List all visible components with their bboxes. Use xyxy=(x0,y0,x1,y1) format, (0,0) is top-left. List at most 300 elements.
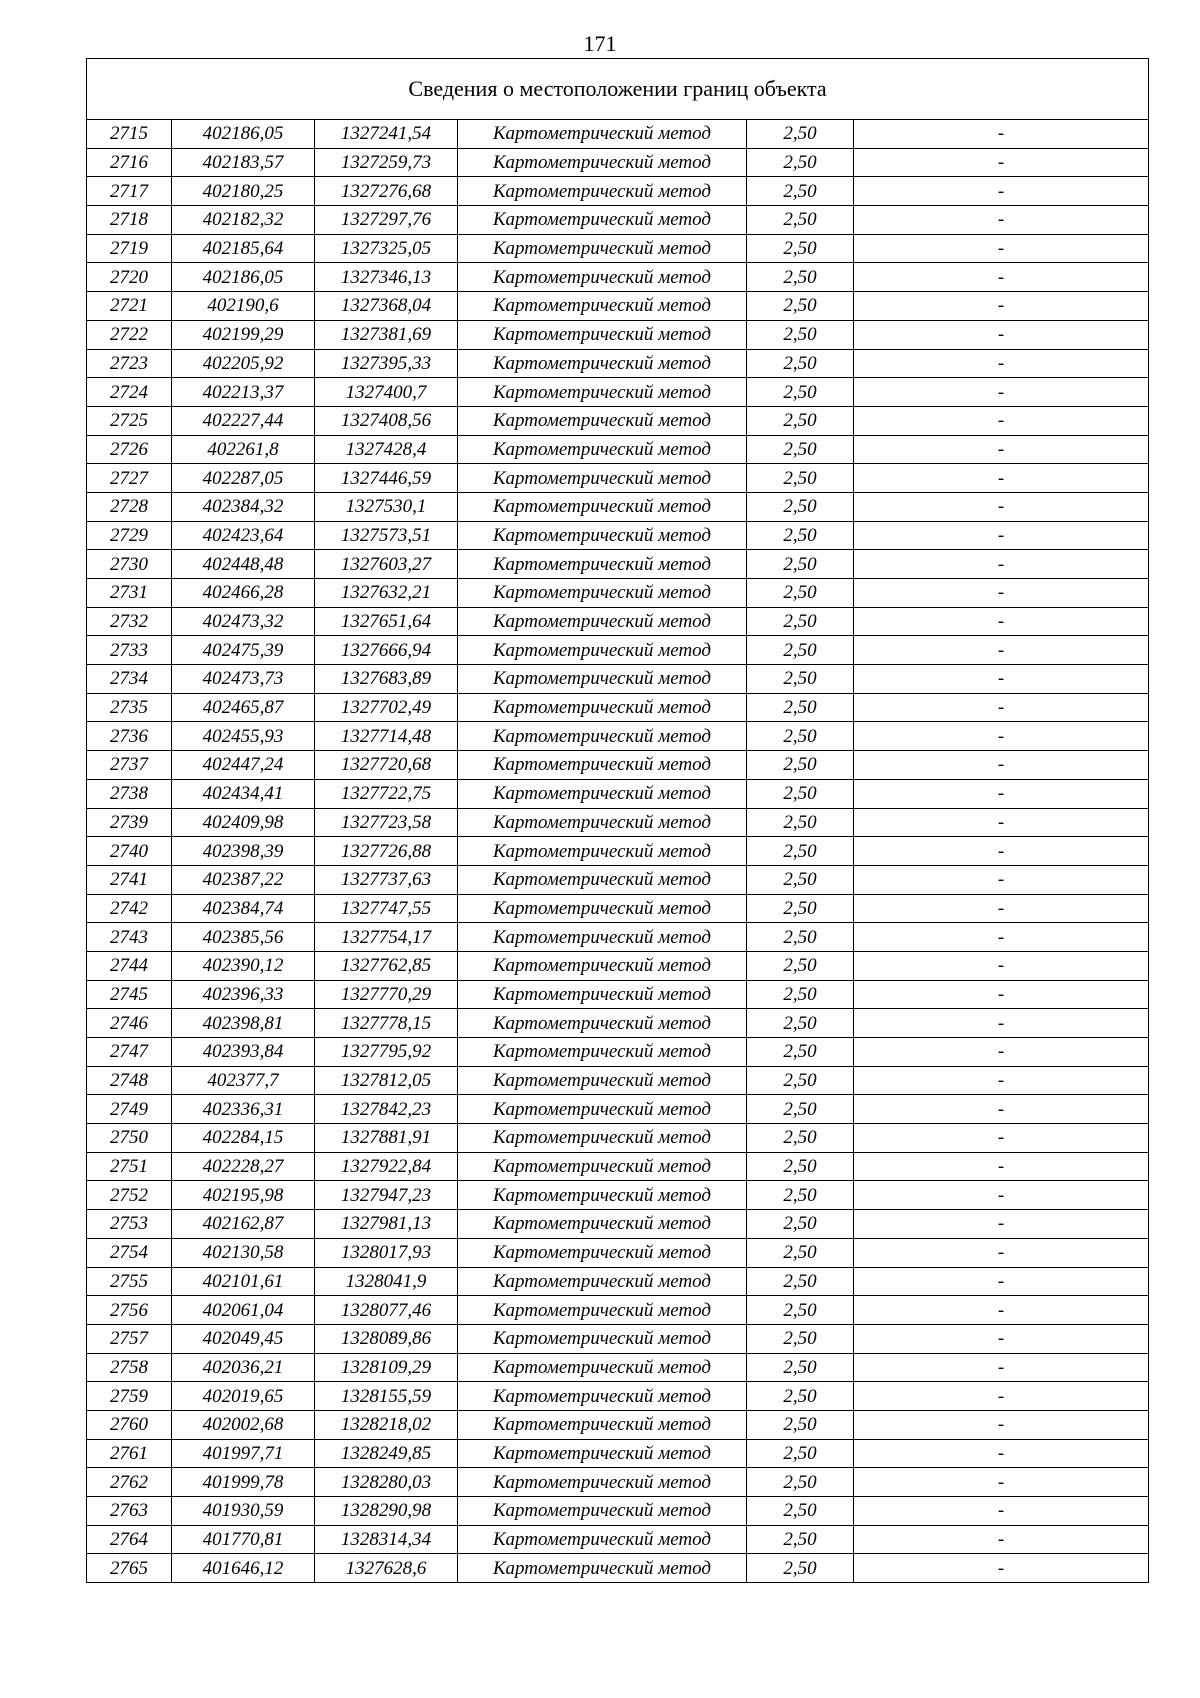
method-cell: Картометрический метод xyxy=(458,148,747,177)
note-cell: - xyxy=(854,837,1149,866)
y-coordinate-cell: 1327842,23 xyxy=(315,1095,458,1124)
x-coordinate-cell: 402398,39 xyxy=(172,837,315,866)
method-cell: Картометрический метод xyxy=(458,1410,747,1439)
method-cell: Картометрический метод xyxy=(458,206,747,235)
method-cell: Картометрический метод xyxy=(458,1124,747,1153)
point-number-cell: 2764 xyxy=(87,1525,172,1554)
note-cell: - xyxy=(854,1066,1149,1095)
x-coordinate-cell: 402423,64 xyxy=(172,521,315,550)
table-row xyxy=(87,234,1149,263)
boundary-coordinates-table xyxy=(86,58,1149,1583)
accuracy-cell: 2,50 xyxy=(747,579,854,608)
x-coordinate-cell: 402396,33 xyxy=(172,980,315,1009)
x-coordinate-cell: 402228,27 xyxy=(172,1152,315,1181)
method-cell: Картометрический метод xyxy=(458,1353,747,1382)
accuracy-cell: 2,50 xyxy=(747,1439,854,1468)
method-cell: Картометрический метод xyxy=(458,579,747,608)
note-cell: - xyxy=(854,492,1149,521)
table-row xyxy=(87,865,1149,894)
table-row xyxy=(87,378,1149,407)
accuracy-cell: 2,50 xyxy=(747,1267,854,1296)
y-coordinate-cell: 1327770,29 xyxy=(315,980,458,1009)
y-coordinate-cell: 1327530,1 xyxy=(315,492,458,521)
note-cell: - xyxy=(854,464,1149,493)
y-coordinate-cell: 1328089,86 xyxy=(315,1324,458,1353)
accuracy-cell: 2,50 xyxy=(747,1410,854,1439)
point-number-cell: 2761 xyxy=(87,1439,172,1468)
accuracy-cell: 2,50 xyxy=(747,378,854,407)
table-row xyxy=(87,320,1149,349)
table-row xyxy=(87,492,1149,521)
point-number-cell: 2760 xyxy=(87,1410,172,1439)
accuracy-cell: 2,50 xyxy=(747,779,854,808)
method-cell: Картометрический метод xyxy=(458,665,747,694)
y-coordinate-cell: 1327881,91 xyxy=(315,1124,458,1153)
table-row xyxy=(87,177,1149,206)
y-coordinate-cell: 1327241,54 xyxy=(315,120,458,149)
y-coordinate-cell: 1327297,76 xyxy=(315,206,458,235)
point-number-cell: 2756 xyxy=(87,1296,172,1325)
note-cell: - xyxy=(854,923,1149,952)
point-number-cell: 2720 xyxy=(87,263,172,292)
x-coordinate-cell: 402387,22 xyxy=(172,865,315,894)
point-number-cell: 2730 xyxy=(87,550,172,579)
table-row xyxy=(87,1267,1149,1296)
method-cell: Картометрический метод xyxy=(458,808,747,837)
table-row xyxy=(87,1353,1149,1382)
x-coordinate-cell: 402448,48 xyxy=(172,550,315,579)
x-coordinate-cell: 402385,56 xyxy=(172,923,315,952)
point-number-cell: 2727 xyxy=(87,464,172,493)
y-coordinate-cell: 1327722,75 xyxy=(315,779,458,808)
note-cell: - xyxy=(854,1181,1149,1210)
y-coordinate-cell: 1327368,04 xyxy=(315,292,458,321)
x-coordinate-cell: 402377,7 xyxy=(172,1066,315,1095)
note-cell: - xyxy=(854,607,1149,636)
y-coordinate-cell: 1327628,6 xyxy=(315,1554,458,1583)
point-number-cell: 2741 xyxy=(87,865,172,894)
accuracy-cell: 2,50 xyxy=(747,722,854,751)
table-row xyxy=(87,693,1149,722)
point-number-cell: 2734 xyxy=(87,665,172,694)
method-cell: Картометрический метод xyxy=(458,349,747,378)
method-cell: Картометрический метод xyxy=(458,550,747,579)
x-coordinate-cell: 401646,12 xyxy=(172,1554,315,1583)
y-coordinate-cell: 1328041,9 xyxy=(315,1267,458,1296)
accuracy-cell: 2,50 xyxy=(747,1009,854,1038)
point-number-cell: 2750 xyxy=(87,1124,172,1153)
note-cell: - xyxy=(854,980,1149,1009)
method-cell: Картометрический метод xyxy=(458,837,747,866)
method-cell: Картометрический метод xyxy=(458,177,747,206)
table-row xyxy=(87,206,1149,235)
point-number-cell: 2735 xyxy=(87,693,172,722)
x-coordinate-cell: 401930,59 xyxy=(172,1497,315,1526)
y-coordinate-cell: 1328280,03 xyxy=(315,1468,458,1497)
y-coordinate-cell: 1327632,21 xyxy=(315,579,458,608)
y-coordinate-cell: 1327726,88 xyxy=(315,837,458,866)
note-cell: - xyxy=(854,1324,1149,1353)
accuracy-cell: 2,50 xyxy=(747,980,854,1009)
table-row xyxy=(87,837,1149,866)
x-coordinate-cell: 402186,05 xyxy=(172,120,315,149)
x-coordinate-cell: 402393,84 xyxy=(172,1038,315,1067)
y-coordinate-cell: 1327723,58 xyxy=(315,808,458,837)
method-cell: Картометрический метод xyxy=(458,378,747,407)
accuracy-cell: 2,50 xyxy=(747,865,854,894)
method-cell: Картометрический метод xyxy=(458,1497,747,1526)
method-cell: Картометрический метод xyxy=(458,320,747,349)
x-coordinate-cell: 402205,92 xyxy=(172,349,315,378)
method-cell: Картометрический метод xyxy=(458,1009,747,1038)
point-number-cell: 2733 xyxy=(87,636,172,665)
y-coordinate-cell: 1327762,85 xyxy=(315,951,458,980)
note-cell: - xyxy=(854,865,1149,894)
method-cell: Картометрический метод xyxy=(458,636,747,665)
y-coordinate-cell: 1327795,92 xyxy=(315,1038,458,1067)
y-coordinate-cell: 1327381,69 xyxy=(315,320,458,349)
x-coordinate-cell: 402455,93 xyxy=(172,722,315,751)
accuracy-cell: 2,50 xyxy=(747,607,854,636)
method-cell: Картометрический метод xyxy=(458,951,747,980)
table-row xyxy=(87,292,1149,321)
y-coordinate-cell: 1327737,63 xyxy=(315,865,458,894)
point-number-cell: 2763 xyxy=(87,1497,172,1526)
point-number-cell: 2758 xyxy=(87,1353,172,1382)
note-cell: - xyxy=(854,521,1149,550)
x-coordinate-cell: 402002,68 xyxy=(172,1410,315,1439)
accuracy-cell: 2,50 xyxy=(747,206,854,235)
note-cell: - xyxy=(854,1554,1149,1583)
note-cell: - xyxy=(854,378,1149,407)
table-row xyxy=(87,980,1149,1009)
x-coordinate-cell: 401770,81 xyxy=(172,1525,315,1554)
method-cell: Картометрический метод xyxy=(458,607,747,636)
note-cell: - xyxy=(854,1525,1149,1554)
x-coordinate-cell: 402213,37 xyxy=(172,378,315,407)
table-row xyxy=(87,464,1149,493)
accuracy-cell: 2,50 xyxy=(747,693,854,722)
point-number-cell: 2717 xyxy=(87,177,172,206)
x-coordinate-cell: 402398,81 xyxy=(172,1009,315,1038)
x-coordinate-cell: 402195,98 xyxy=(172,1181,315,1210)
note-cell: - xyxy=(854,1152,1149,1181)
method-cell: Картометрический метод xyxy=(458,234,747,263)
point-number-cell: 2725 xyxy=(87,406,172,435)
accuracy-cell: 2,50 xyxy=(747,1124,854,1153)
note-cell: - xyxy=(854,1238,1149,1267)
x-coordinate-cell: 402465,87 xyxy=(172,693,315,722)
x-coordinate-cell: 402384,74 xyxy=(172,894,315,923)
x-coordinate-cell: 402475,39 xyxy=(172,636,315,665)
point-number-cell: 2721 xyxy=(87,292,172,321)
x-coordinate-cell: 402101,61 xyxy=(172,1267,315,1296)
point-number-cell: 2743 xyxy=(87,923,172,952)
point-number-cell: 2715 xyxy=(87,120,172,149)
note-cell: - xyxy=(854,1439,1149,1468)
x-coordinate-cell: 402036,21 xyxy=(172,1353,315,1382)
y-coordinate-cell: 1327981,13 xyxy=(315,1210,458,1239)
accuracy-cell: 2,50 xyxy=(747,636,854,665)
y-coordinate-cell: 1327702,49 xyxy=(315,693,458,722)
point-number-cell: 2719 xyxy=(87,234,172,263)
point-number-cell: 2754 xyxy=(87,1238,172,1267)
accuracy-cell: 2,50 xyxy=(747,751,854,780)
point-number-cell: 2729 xyxy=(87,521,172,550)
method-cell: Картометрический метод xyxy=(458,894,747,923)
y-coordinate-cell: 1327683,89 xyxy=(315,665,458,694)
point-number-cell: 2765 xyxy=(87,1554,172,1583)
accuracy-cell: 2,50 xyxy=(747,234,854,263)
x-coordinate-cell: 402180,25 xyxy=(172,177,315,206)
table-row xyxy=(87,923,1149,952)
page-number: 171 xyxy=(583,31,617,56)
table-row xyxy=(87,148,1149,177)
table-row xyxy=(87,120,1149,149)
note-cell: - xyxy=(854,636,1149,665)
note-cell: - xyxy=(854,292,1149,321)
accuracy-cell: 2,50 xyxy=(747,1152,854,1181)
table-row xyxy=(87,521,1149,550)
table-row xyxy=(87,1382,1149,1411)
y-coordinate-cell: 1327259,73 xyxy=(315,148,458,177)
note-cell: - xyxy=(854,206,1149,235)
x-coordinate-cell: 402190,6 xyxy=(172,292,315,321)
accuracy-cell: 2,50 xyxy=(747,1095,854,1124)
accuracy-cell: 2,50 xyxy=(747,550,854,579)
table-body xyxy=(87,59,1149,1583)
method-cell: Картометрический метод xyxy=(458,722,747,751)
y-coordinate-cell: 1327922,84 xyxy=(315,1152,458,1181)
note-cell: - xyxy=(854,1382,1149,1411)
y-coordinate-cell: 1328155,59 xyxy=(315,1382,458,1411)
table-row xyxy=(87,665,1149,694)
note-cell: - xyxy=(854,1124,1149,1153)
point-number-cell: 2749 xyxy=(87,1095,172,1124)
note-cell: - xyxy=(854,1267,1149,1296)
table-row xyxy=(87,1038,1149,1067)
x-coordinate-cell: 402185,64 xyxy=(172,234,315,263)
table-row xyxy=(87,1296,1149,1325)
method-cell: Картометрический метод xyxy=(458,120,747,149)
accuracy-cell: 2,50 xyxy=(747,1468,854,1497)
accuracy-cell: 2,50 xyxy=(747,837,854,866)
note-cell: - xyxy=(854,1210,1149,1239)
note-cell: - xyxy=(854,234,1149,263)
note-cell: - xyxy=(854,894,1149,923)
point-number-cell: 2746 xyxy=(87,1009,172,1038)
method-cell: Картометрический метод xyxy=(458,693,747,722)
y-coordinate-cell: 1328314,34 xyxy=(315,1525,458,1554)
x-coordinate-cell: 402199,29 xyxy=(172,320,315,349)
method-cell: Картометрический метод xyxy=(458,263,747,292)
method-cell: Картометрический метод xyxy=(458,435,747,464)
accuracy-cell: 2,50 xyxy=(747,263,854,292)
table-row xyxy=(87,1468,1149,1497)
y-coordinate-cell: 1327812,05 xyxy=(315,1066,458,1095)
accuracy-cell: 2,50 xyxy=(747,951,854,980)
x-coordinate-cell: 402287,05 xyxy=(172,464,315,493)
accuracy-cell: 2,50 xyxy=(747,521,854,550)
method-cell: Картометрический метод xyxy=(458,923,747,952)
x-coordinate-cell: 402186,05 xyxy=(172,263,315,292)
y-coordinate-cell: 1327747,55 xyxy=(315,894,458,923)
y-coordinate-cell: 1327947,23 xyxy=(315,1181,458,1210)
note-cell: - xyxy=(854,1353,1149,1382)
x-coordinate-cell: 402061,04 xyxy=(172,1296,315,1325)
x-coordinate-cell: 402182,32 xyxy=(172,206,315,235)
method-cell: Картометрический метод xyxy=(458,1267,747,1296)
note-cell: - xyxy=(854,1497,1149,1526)
note-cell: - xyxy=(854,1009,1149,1038)
y-coordinate-cell: 1328218,02 xyxy=(315,1410,458,1439)
note-cell: - xyxy=(854,1038,1149,1067)
table-row xyxy=(87,1152,1149,1181)
x-coordinate-cell: 401999,78 xyxy=(172,1468,315,1497)
table-row xyxy=(87,1324,1149,1353)
note-cell: - xyxy=(854,435,1149,464)
note-cell: - xyxy=(854,120,1149,149)
y-coordinate-cell: 1327400,7 xyxy=(315,378,458,407)
table-row xyxy=(87,751,1149,780)
table-row xyxy=(87,1525,1149,1554)
method-cell: Картометрический метод xyxy=(458,1439,747,1468)
method-cell: Картометрический метод xyxy=(458,464,747,493)
note-cell: - xyxy=(854,579,1149,608)
accuracy-cell: 2,50 xyxy=(747,1181,854,1210)
accuracy-cell: 2,50 xyxy=(747,464,854,493)
note-cell: - xyxy=(854,148,1149,177)
x-coordinate-cell: 402049,45 xyxy=(172,1324,315,1353)
note-cell: - xyxy=(854,693,1149,722)
point-number-cell: 2726 xyxy=(87,435,172,464)
note-cell: - xyxy=(854,665,1149,694)
accuracy-cell: 2,50 xyxy=(747,435,854,464)
y-coordinate-cell: 1327714,48 xyxy=(315,722,458,751)
method-cell: Картометрический метод xyxy=(458,1066,747,1095)
x-coordinate-cell: 402473,32 xyxy=(172,607,315,636)
y-coordinate-cell: 1327395,33 xyxy=(315,349,458,378)
point-number-cell: 2744 xyxy=(87,951,172,980)
method-cell: Картометрический метод xyxy=(458,1468,747,1497)
y-coordinate-cell: 1327408,56 xyxy=(315,406,458,435)
accuracy-cell: 2,50 xyxy=(747,894,854,923)
y-coordinate-cell: 1327778,15 xyxy=(315,1009,458,1038)
point-number-cell: 2745 xyxy=(87,980,172,1009)
method-cell: Картометрический метод xyxy=(458,751,747,780)
x-coordinate-cell: 402409,98 xyxy=(172,808,315,837)
x-coordinate-cell: 402384,32 xyxy=(172,492,315,521)
method-cell: Картометрический метод xyxy=(458,1152,747,1181)
y-coordinate-cell: 1327276,68 xyxy=(315,177,458,206)
table-row xyxy=(87,1124,1149,1153)
note-cell: - xyxy=(854,779,1149,808)
method-cell: Картометрический метод xyxy=(458,1095,747,1124)
x-coordinate-cell: 402130,58 xyxy=(172,1238,315,1267)
y-coordinate-cell: 1327666,94 xyxy=(315,636,458,665)
point-number-cell: 2752 xyxy=(87,1181,172,1210)
point-number-cell: 2755 xyxy=(87,1267,172,1296)
x-coordinate-cell: 402019,65 xyxy=(172,1382,315,1411)
note-cell: - xyxy=(854,1095,1149,1124)
accuracy-cell: 2,50 xyxy=(747,1296,854,1325)
y-coordinate-cell: 1327346,13 xyxy=(315,263,458,292)
x-coordinate-cell: 402284,15 xyxy=(172,1124,315,1153)
y-coordinate-cell: 1327446,59 xyxy=(315,464,458,493)
table-row xyxy=(87,894,1149,923)
point-number-cell: 2731 xyxy=(87,579,172,608)
table-title-row xyxy=(87,59,1149,120)
method-cell: Картометрический метод xyxy=(458,1181,747,1210)
point-number-cell: 2723 xyxy=(87,349,172,378)
point-number-cell: 2722 xyxy=(87,320,172,349)
note-cell: - xyxy=(854,1296,1149,1325)
accuracy-cell: 2,50 xyxy=(747,1210,854,1239)
accuracy-cell: 2,50 xyxy=(747,1066,854,1095)
y-coordinate-cell: 1328290,98 xyxy=(315,1497,458,1526)
method-cell: Картометрический метод xyxy=(458,1554,747,1583)
method-cell: Картометрический метод xyxy=(458,406,747,435)
y-coordinate-cell: 1328249,85 xyxy=(315,1439,458,1468)
accuracy-cell: 2,50 xyxy=(747,808,854,837)
accuracy-cell: 2,50 xyxy=(747,148,854,177)
note-cell: - xyxy=(854,751,1149,780)
point-number-cell: 2732 xyxy=(87,607,172,636)
table-row xyxy=(87,1238,1149,1267)
x-coordinate-cell: 402261,8 xyxy=(172,435,315,464)
table-row xyxy=(87,406,1149,435)
table-row xyxy=(87,1095,1149,1124)
accuracy-cell: 2,50 xyxy=(747,120,854,149)
note-cell: - xyxy=(854,349,1149,378)
method-cell: Картометрический метод xyxy=(458,865,747,894)
point-number-cell: 2747 xyxy=(87,1038,172,1067)
y-coordinate-cell: 1327720,68 xyxy=(315,751,458,780)
table-row xyxy=(87,1439,1149,1468)
table-row xyxy=(87,550,1149,579)
table-row xyxy=(87,263,1149,292)
accuracy-cell: 2,50 xyxy=(747,1497,854,1526)
note-cell: - xyxy=(854,320,1149,349)
note-cell: - xyxy=(854,808,1149,837)
method-cell: Картометрический метод xyxy=(458,1525,747,1554)
x-coordinate-cell: 402434,41 xyxy=(172,779,315,808)
point-number-cell: 2759 xyxy=(87,1382,172,1411)
accuracy-cell: 2,50 xyxy=(747,923,854,952)
x-coordinate-cell: 402227,44 xyxy=(172,406,315,435)
method-cell: Картометрический метод xyxy=(458,779,747,808)
y-coordinate-cell: 1327428,4 xyxy=(315,435,458,464)
table-row xyxy=(87,1210,1149,1239)
y-coordinate-cell: 1328077,46 xyxy=(315,1296,458,1325)
accuracy-cell: 2,50 xyxy=(747,349,854,378)
point-number-cell: 2724 xyxy=(87,378,172,407)
method-cell: Картометрический метод xyxy=(458,1238,747,1267)
x-coordinate-cell: 402447,24 xyxy=(172,751,315,780)
note-cell: - xyxy=(854,951,1149,980)
x-coordinate-cell: 402466,28 xyxy=(172,579,315,608)
y-coordinate-cell: 1327325,05 xyxy=(315,234,458,263)
note-cell: - xyxy=(854,1468,1149,1497)
table-row xyxy=(87,1554,1149,1583)
accuracy-cell: 2,50 xyxy=(747,177,854,206)
accuracy-cell: 2,50 xyxy=(747,1353,854,1382)
note-cell: - xyxy=(854,177,1149,206)
accuracy-cell: 2,50 xyxy=(747,1554,854,1583)
method-cell: Картометрический метод xyxy=(458,492,747,521)
accuracy-cell: 2,50 xyxy=(747,406,854,435)
accuracy-cell: 2,50 xyxy=(747,320,854,349)
